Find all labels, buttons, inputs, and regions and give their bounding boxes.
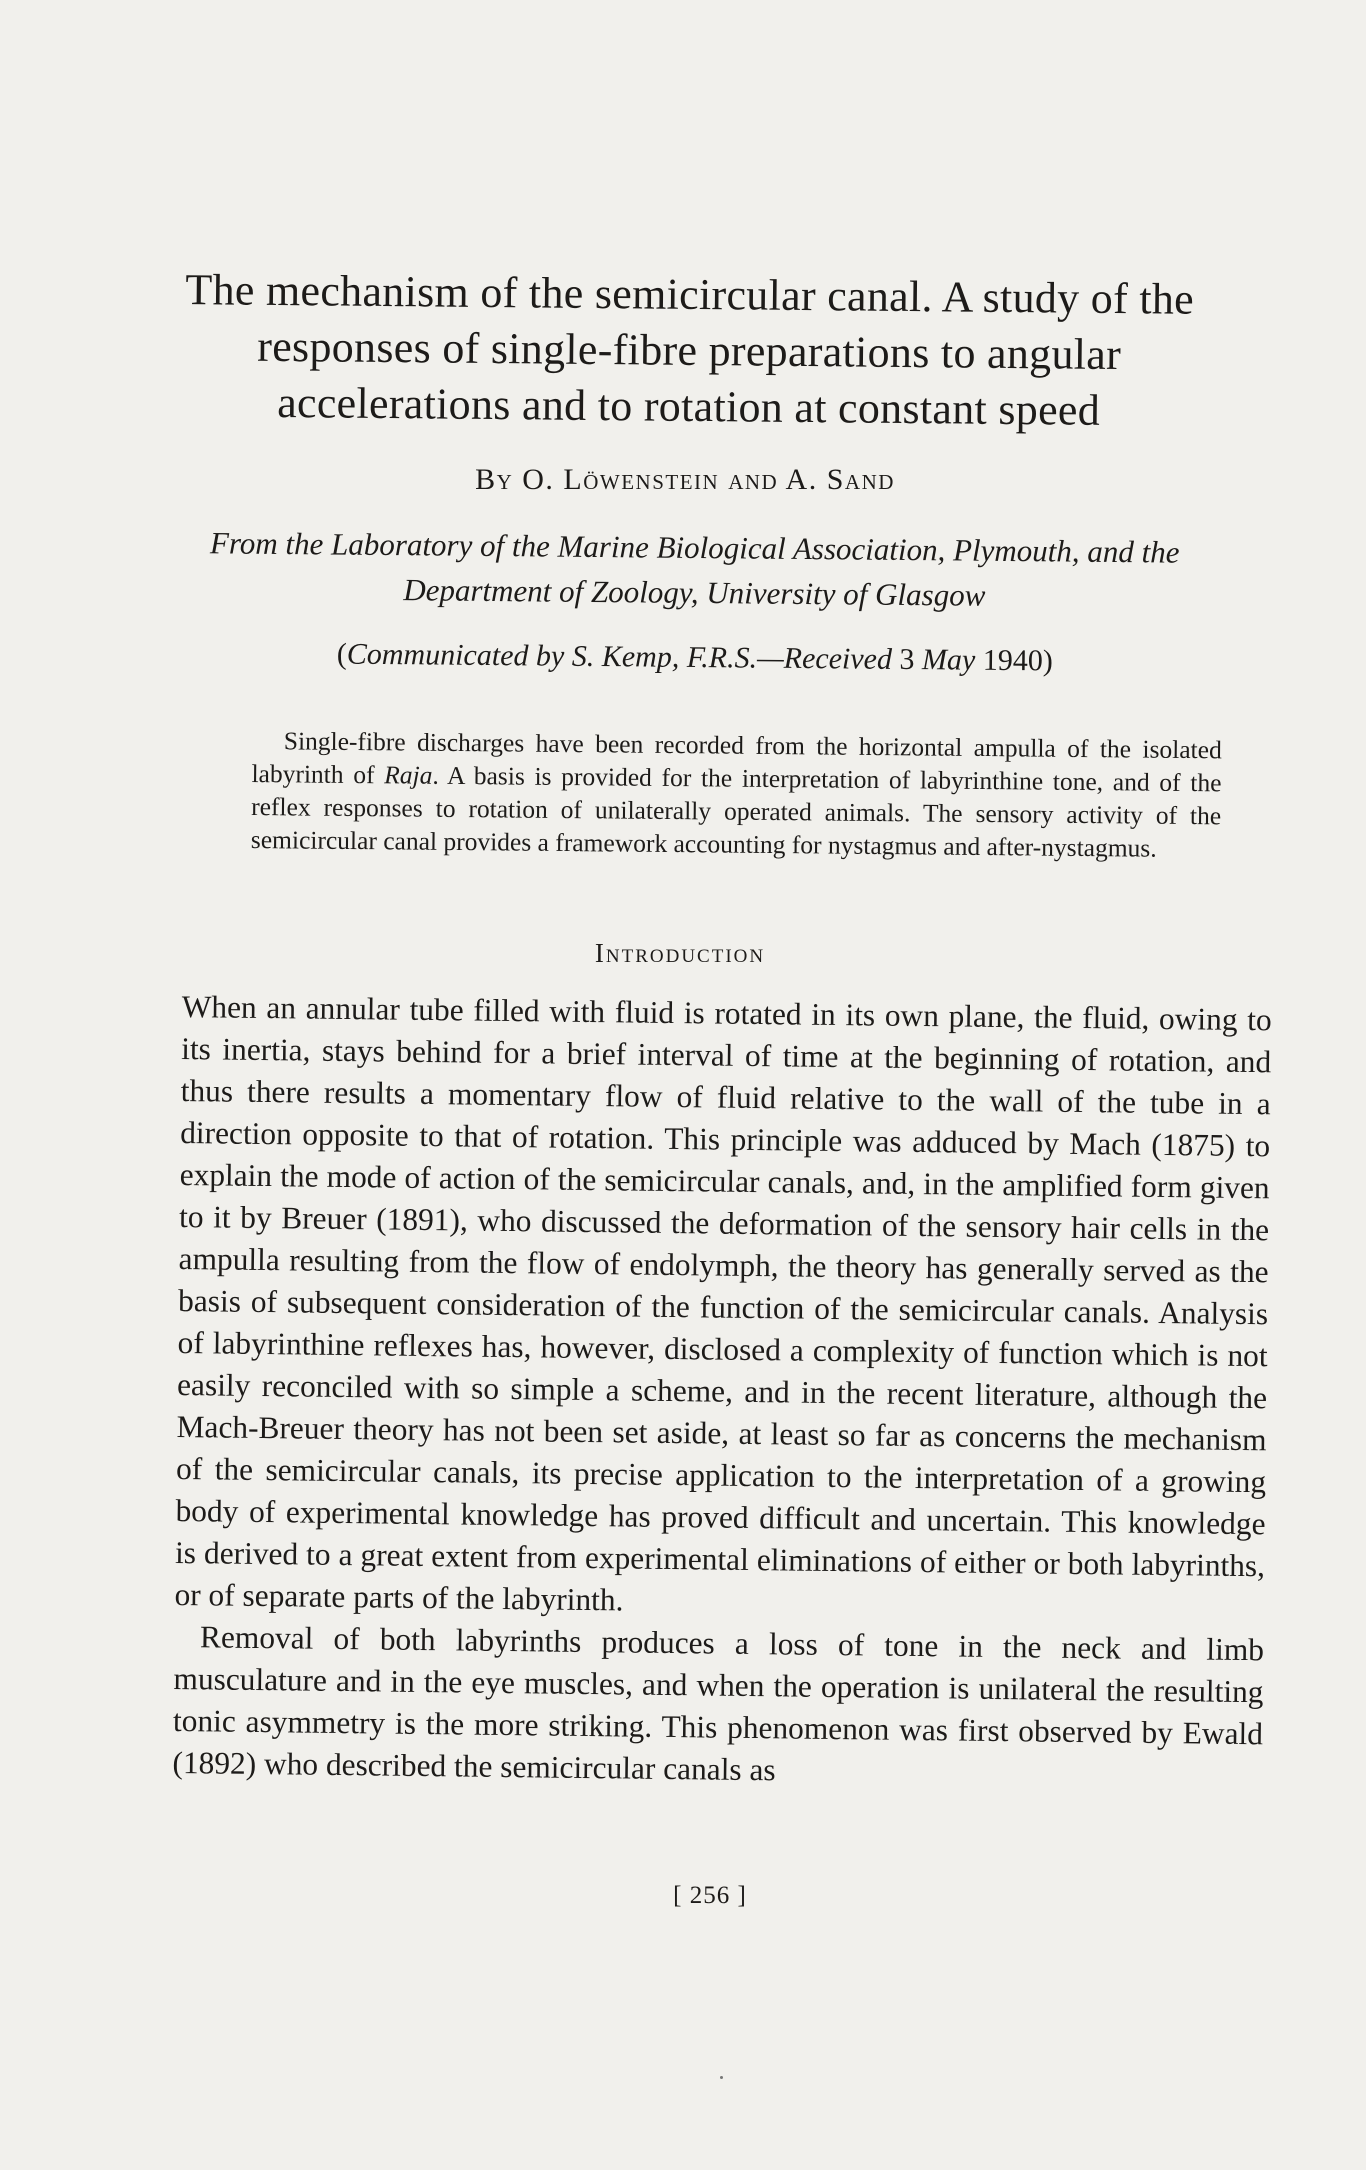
body-text (172, 986, 1272, 1797)
received-year: 1940) (982, 643, 1053, 678)
abstract-text-1: Single-fibre discharges have been recorded from the horizontal ampulla of the isolated labyrinth of (251, 726, 1222, 790)
received-day: 3 (899, 642, 915, 677)
scan-speck (720, 2076, 723, 2079)
communication-open: ( (336, 637, 348, 671)
communication-note (180, 636, 1210, 680)
abstract-text-2: . A basis is provided for the interpretation of labyrinthine tone, and of the reflex responses to rotation of unilaterally operated animals. The sensory activity of the semicircular canal provides a framework accounting for nystagmus and after-nystagmus. (250, 760, 1222, 863)
section-heading-introduction: Introduction (594, 938, 766, 968)
communication-by: Communicated by S. Kemp, F.R.S.—Received (346, 637, 893, 676)
page-number: [ 256 ] (673, 1882, 747, 1909)
paragraph-2: Removal of both labyrinths produces a loss of tone in the neck and limb musculature and in the eye muscles, and when the operation is unilateral the resulting tonic asymmetry is the more striking. This phenomenon was first observed by Ewald (1892) who described the semicircular canals as (172, 1619, 1265, 1788)
received-month: May (921, 643, 976, 677)
article-authors: By O. Löwenstein and A. Sand (475, 463, 895, 496)
abstract-genus: Raja (384, 760, 433, 790)
article-title: The mechanism of the semicircular canal. A study of the responses of single-fibre preparations to angular accelerations and to rotation at constant speed (185, 265, 1195, 435)
paragraph-1: When an annular tube filled with fluid is rotated in its own plane, the fluid, owing to its inertia, stays behind for a brief interval of time at the beginning of rotation, and thus there results a momentary flow of fluid relative to the wall of the tube in a direction opposite to that of rotation. This principle was adduced by Mach (1875) to explain the mode of action of the semicircular canals, and, in the amplified form given to it by Breuer (1891), who discussed the deformation of the sensory hair cells in the ampulla resulting from the flow of endolymph, the theory has generally served as the basis of subsequent consideration of the function of the semicircular canals. Analysis of labyrinthine reflexes has, however, disclosed a complexity of function which is not easily reconciled with so simple a scheme, and in the recent literature, although the Mach-Breuer theory has not been set aside, at least so far as concerns the mechanism of the semicircular canals, its precise application to the interpretation of a growing body of experimental knowledge has proved difficult and uncertain. This knowledge is derived to a great extent from experimental eliminations of either or both labyrinths, or of separate parts of the labyrinth. (174, 988, 1272, 1618)
article-abstract (251, 724, 1222, 865)
author-affiliation: From the Laboratory of the Marine Biological Association, Plymouth, and the Department of Zoology, University of Glasgow (209, 525, 1180, 613)
